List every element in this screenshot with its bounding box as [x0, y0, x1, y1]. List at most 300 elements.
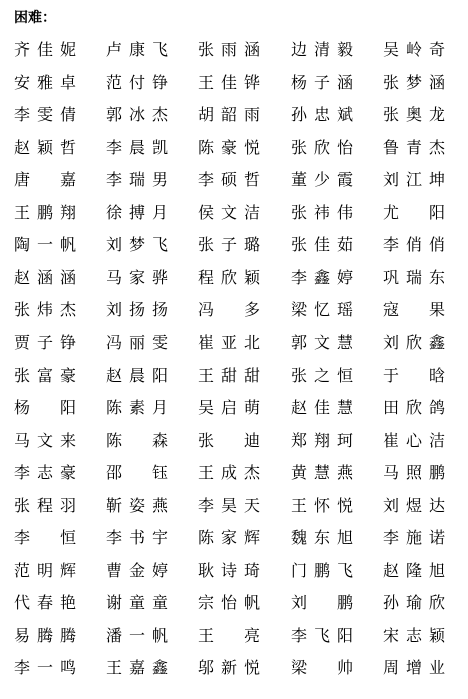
name-entry: [289, 197, 377, 229]
name-character: 边: [290, 40, 307, 59]
name-character: 吴: [382, 40, 399, 59]
name-character: 诺: [428, 528, 445, 548]
name-character: 艳: [59, 593, 76, 613]
name-character: 怡: [220, 593, 237, 613]
name-entry: [104, 164, 192, 196]
name-character: 晗: [428, 365, 445, 385]
name-entry: [289, 229, 377, 261]
name-character: 宇: [151, 528, 168, 548]
name-entry: [12, 620, 100, 652]
name-entry: [196, 522, 284, 554]
name-character: 颖: [36, 137, 53, 157]
name-character: 阳: [428, 202, 445, 222]
name-entry: [104, 392, 192, 424]
name-character: 王: [105, 658, 122, 678]
name-character: 曹: [105, 560, 122, 580]
name-character: 龙: [428, 105, 445, 125]
name-character: 业: [428, 658, 445, 678]
name-character: 森: [151, 430, 168, 450]
name-character: 欣: [313, 137, 330, 157]
name-row: [0, 197, 468, 229]
name-entry: [381, 262, 468, 294]
name-character: 张: [290, 235, 307, 255]
name-character: 恒: [336, 365, 353, 385]
name-character: 奥: [405, 105, 422, 125]
name-character: 帆: [243, 593, 260, 613]
name-character: 瑞: [405, 267, 422, 287]
name-character: 婷: [151, 560, 168, 580]
name-character: 铮: [151, 72, 168, 92]
name-character: 张: [13, 495, 30, 515]
name-entry: [381, 620, 468, 652]
name-character: 骅: [151, 267, 168, 287]
name-entry: [289, 294, 377, 326]
name-row: [0, 522, 468, 554]
name-character: 怀: [313, 495, 330, 515]
name-character: 佳: [36, 40, 53, 59]
name-entry: [196, 425, 284, 457]
name-row: [0, 34, 468, 66]
name-character: 文: [36, 430, 53, 450]
name-character: 慧: [336, 398, 353, 418]
name-entry: [104, 555, 192, 587]
name-character: 陈: [105, 398, 122, 418]
name-character: 童: [128, 593, 145, 613]
name-character: 潘: [105, 625, 122, 645]
name-character: 多: [243, 300, 260, 320]
name-entry: [196, 294, 284, 326]
name-character: 谢: [105, 593, 122, 613]
name-character: 坤: [428, 170, 445, 190]
name-entry: [12, 99, 100, 131]
name-character: 腾: [59, 625, 76, 645]
name-character: 范: [13, 560, 30, 580]
name-character: 靳: [105, 495, 122, 515]
name-entry: [12, 197, 100, 229]
name-character: 达: [428, 495, 445, 515]
name-character: 鹏: [36, 202, 53, 222]
name-character: 志: [405, 625, 422, 645]
name-entry: [381, 67, 468, 99]
name-character: 硕: [220, 170, 237, 190]
name-character: 月: [151, 398, 168, 418]
name-character: 鑫: [151, 658, 168, 678]
name-character: 倩: [59, 105, 76, 125]
name-character: 文: [313, 332, 330, 352]
name-character: 心: [405, 430, 422, 450]
name-character: 燕: [336, 463, 353, 483]
name-character: 张: [382, 105, 399, 125]
name-character: 杨: [290, 72, 307, 92]
name-character: 佳: [313, 398, 330, 418]
name-character: 赵: [13, 267, 30, 287]
name-row: [0, 392, 468, 424]
name-character: 巩: [382, 267, 399, 287]
name-character: 素: [128, 398, 145, 418]
name-entry: [289, 262, 377, 294]
name-character: 佳: [313, 235, 330, 255]
name-character: 嘉: [128, 658, 145, 678]
name-entry: [12, 652, 100, 684]
name-character: 马: [382, 463, 399, 483]
name-entry: [381, 327, 468, 359]
name-character: 忠: [313, 105, 330, 125]
name-character: 瑞: [128, 170, 145, 190]
name-entry: [381, 99, 468, 131]
name-character: 扬: [151, 300, 168, 320]
name-character: 付: [128, 72, 145, 92]
name-entry: [196, 229, 284, 261]
name-character: 帆: [59, 235, 76, 255]
name-entry: [104, 587, 192, 619]
name-character: 铮: [59, 332, 76, 352]
name-character: 鑫: [428, 332, 445, 352]
name-character: 东: [428, 267, 445, 287]
name-character: 洁: [428, 430, 445, 450]
name-entry: [12, 132, 100, 164]
name-character: 冰: [128, 105, 145, 125]
name-character: 崔: [197, 332, 214, 352]
name-character: 欣: [405, 332, 422, 352]
name-character: 璐: [243, 235, 260, 255]
name-entry: [289, 67, 377, 99]
name-character: 洁: [243, 202, 260, 222]
name-character: 明: [36, 560, 53, 580]
name-character: 北: [243, 332, 260, 352]
name-entry: [289, 620, 377, 652]
name-character: 颖: [428, 625, 445, 645]
name-entry: [104, 652, 192, 684]
name-character: 崔: [382, 430, 399, 450]
name-character: 帆: [151, 625, 168, 645]
name-character: 尤: [382, 202, 399, 222]
name-entry: [196, 99, 284, 131]
name-character: 飞: [313, 625, 330, 645]
name-character: 寇: [382, 300, 399, 320]
name-character: 冯: [105, 332, 122, 352]
name-character: 哲: [243, 170, 260, 190]
name-character: 来: [59, 430, 76, 450]
name-character: 丽: [128, 332, 145, 352]
name-character: 孙: [382, 593, 399, 613]
name-character: 易: [13, 625, 30, 645]
name-character: 旭: [428, 560, 445, 580]
name-character: 毅: [336, 40, 353, 59]
name-entry: [196, 587, 284, 619]
name-entry: [12, 262, 100, 294]
name-entry: [104, 99, 192, 131]
name-character: 王: [197, 72, 214, 92]
name-character: 悦: [243, 137, 260, 157]
name-row: [0, 360, 468, 392]
name-character: 少: [313, 170, 330, 190]
name-character: 魏: [290, 528, 307, 548]
name-character: 佳: [220, 72, 237, 92]
name-character: 卢: [105, 40, 122, 59]
name-character: 郭: [290, 332, 307, 352]
name-entry: [104, 262, 192, 294]
name-character: 于: [382, 365, 399, 385]
name-character: 慧: [313, 463, 330, 483]
name-character: 胡: [197, 105, 214, 125]
name-entry: [104, 294, 192, 326]
name-character: 赵: [382, 560, 399, 580]
name-character: 李: [290, 625, 307, 645]
name-entry: [289, 587, 377, 619]
name-character: 祎: [313, 202, 330, 222]
name-entry: [289, 490, 377, 522]
name-character: 婷: [336, 267, 353, 287]
name-row: [0, 262, 468, 294]
name-row: [0, 587, 468, 619]
name-character: 代: [13, 593, 30, 613]
name-entry: [104, 67, 192, 99]
name-entry: [381, 587, 468, 619]
name-entry: [381, 197, 468, 229]
name-row: [0, 99, 468, 131]
name-entry: [104, 132, 192, 164]
name-entry: [12, 229, 100, 261]
name-character: 施: [405, 528, 422, 548]
name-row: [0, 229, 468, 261]
name-character: 冯: [197, 300, 214, 320]
name-character: 豪: [220, 137, 237, 157]
name-character: 欣: [405, 398, 422, 418]
name-character: 韶: [220, 105, 237, 125]
name-entry: [196, 197, 284, 229]
name-character: 鑫: [313, 267, 330, 287]
name-character: 王: [197, 463, 214, 483]
name-character: 辉: [243, 528, 260, 548]
name-entry: [289, 99, 377, 131]
name-row: [0, 425, 468, 457]
name-character: 萌: [243, 398, 260, 418]
name-character: 清: [313, 40, 330, 59]
name-character: 天: [243, 495, 260, 515]
name-entry: [12, 392, 100, 424]
name-character: 茹: [336, 235, 353, 255]
name-character: 俏: [405, 235, 422, 255]
name-entry: [289, 522, 377, 554]
name-character: 扬: [128, 300, 145, 320]
name-row: [0, 555, 468, 587]
name-character: 飞: [151, 40, 168, 59]
name-character: 张: [290, 202, 307, 222]
name-character: 珂: [336, 430, 353, 450]
name-entry: [196, 490, 284, 522]
name-entry: [104, 327, 192, 359]
name-character: 杨: [13, 398, 30, 418]
name-row: [0, 620, 468, 652]
name-entry: [104, 360, 192, 392]
name-character: 邬: [197, 658, 214, 678]
name-character: 郭: [105, 105, 122, 125]
name-character: 雯: [36, 105, 53, 125]
name-character: 刘: [105, 235, 122, 255]
name-character: 欣: [428, 593, 445, 613]
name-character: 耿: [197, 560, 214, 580]
name-character: 宋: [382, 625, 399, 645]
name-character: 忆: [313, 300, 330, 320]
name-entry: [104, 620, 192, 652]
name-entry: [381, 360, 468, 392]
name-row: [0, 294, 468, 326]
name-entry: [104, 34, 192, 66]
name-character: 月: [151, 202, 168, 222]
name-character: 书: [128, 528, 145, 548]
name-character: 悦: [336, 495, 353, 515]
name-row: [0, 652, 468, 684]
name-entry: [381, 164, 468, 196]
name-character: 子: [313, 72, 330, 92]
name-character: 赵: [13, 137, 30, 157]
name-character: 悦: [243, 658, 260, 678]
name-character: 姿: [128, 495, 145, 515]
name-entry: [381, 132, 468, 164]
name-character: 涵: [336, 72, 353, 92]
name-character: 怡: [336, 137, 353, 157]
name-character: 张: [197, 430, 214, 450]
name-character: 恒: [59, 528, 76, 548]
name-entry: [12, 555, 100, 587]
name-entry: [196, 620, 284, 652]
name-character: 琦: [243, 560, 260, 580]
name-character: 张: [290, 365, 307, 385]
name-character: 亚: [220, 332, 237, 352]
name-entry: [12, 34, 100, 66]
name-character: 文: [220, 202, 237, 222]
name-entry: [289, 132, 377, 164]
name-character: 童: [151, 593, 168, 613]
name-character: 豪: [59, 463, 76, 483]
name-character: 江: [405, 170, 422, 190]
name-character: 启: [220, 398, 237, 418]
name-entry: [289, 360, 377, 392]
name-character: 翔: [313, 430, 330, 450]
name-character: 之: [313, 365, 330, 385]
name-entry: [381, 229, 468, 261]
name-character: 炜: [36, 300, 53, 320]
name-entry: [289, 327, 377, 359]
name-entry: [104, 490, 192, 522]
name-character: 刘: [290, 593, 307, 613]
name-character: 侯: [197, 202, 214, 222]
name-character: 鸽: [428, 398, 445, 418]
name-character: 张: [197, 40, 214, 59]
name-entry: [381, 490, 468, 522]
name-entry: [196, 164, 284, 196]
name-character: 鹏: [336, 593, 353, 613]
name-character: 李: [197, 170, 214, 190]
name-entry: [12, 425, 100, 457]
name-entry: [196, 360, 284, 392]
name-character: 嘉: [59, 170, 76, 190]
name-entry: [104, 425, 192, 457]
name-character: 王: [290, 495, 307, 515]
name-row: [0, 490, 468, 522]
name-entry: [12, 587, 100, 619]
name-character: 志: [36, 463, 53, 483]
name-row: [0, 164, 468, 196]
name-character: 煜: [405, 495, 422, 515]
name-character: 鹏: [428, 463, 445, 483]
name-character: 孙: [290, 105, 307, 125]
name-character: 晨: [128, 365, 145, 385]
name-character: 张: [13, 300, 30, 320]
name-character: 哲: [59, 137, 76, 157]
name-character: 康: [128, 40, 145, 59]
name-entry: [12, 522, 100, 554]
name-character: 雨: [243, 105, 260, 125]
name-character: 果: [428, 300, 445, 320]
name-character: 诗: [220, 560, 237, 580]
name-character: 阳: [59, 398, 76, 418]
name-character: 张: [13, 365, 30, 385]
name-entry: [196, 34, 284, 66]
name-character: 刘: [382, 332, 399, 352]
name-character: 飞: [151, 235, 168, 255]
name-entry: [289, 457, 377, 489]
name-entry: [12, 164, 100, 196]
name-entry: [289, 652, 377, 684]
name-character: 邵: [105, 463, 122, 483]
name-character: 羽: [59, 495, 76, 515]
name-character: 增: [405, 658, 422, 678]
name-character: 郑: [290, 430, 307, 450]
name-character: 卓: [59, 72, 76, 92]
name-character: 翔: [59, 202, 76, 222]
name-character: 一: [36, 658, 53, 678]
name-character: 宗: [197, 593, 214, 613]
name-character: 涵: [59, 267, 76, 287]
name-character: 青: [405, 137, 422, 157]
name-character: 帅: [336, 658, 353, 678]
name-character: 春: [36, 593, 53, 613]
name-character: 贾: [13, 332, 30, 352]
name-character: 唐: [13, 170, 30, 190]
name-character: 迪: [243, 430, 260, 450]
name-entry: [381, 457, 468, 489]
name-character: 涵: [428, 72, 445, 92]
name-character: 晨: [128, 137, 145, 157]
name-character: 俏: [428, 235, 445, 255]
name-character: 李: [382, 528, 399, 548]
name-character: 一: [36, 235, 53, 255]
name-character: 张: [290, 137, 307, 157]
name-entry: [12, 294, 100, 326]
name-character: 马: [13, 430, 30, 450]
name-character: 子: [36, 332, 53, 352]
name-character: 腾: [36, 625, 53, 645]
name-entry: [12, 360, 100, 392]
name-character: 王: [197, 365, 214, 385]
name-character: 昊: [220, 495, 237, 515]
name-character: 慧: [336, 332, 353, 352]
name-entry: [12, 490, 100, 522]
name-character: 欣: [220, 267, 237, 287]
name-character: 吴: [197, 398, 214, 418]
name-character: 伟: [336, 202, 353, 222]
name-character: 刘: [382, 495, 399, 515]
name-character: 李: [382, 235, 399, 255]
name-entry: [381, 555, 468, 587]
name-entry: [381, 294, 468, 326]
name-character: 李: [197, 495, 214, 515]
name-character: 李: [13, 105, 30, 125]
name-character: 陈: [105, 430, 122, 450]
name-entry: [196, 457, 284, 489]
name-character: 梦: [405, 72, 422, 92]
